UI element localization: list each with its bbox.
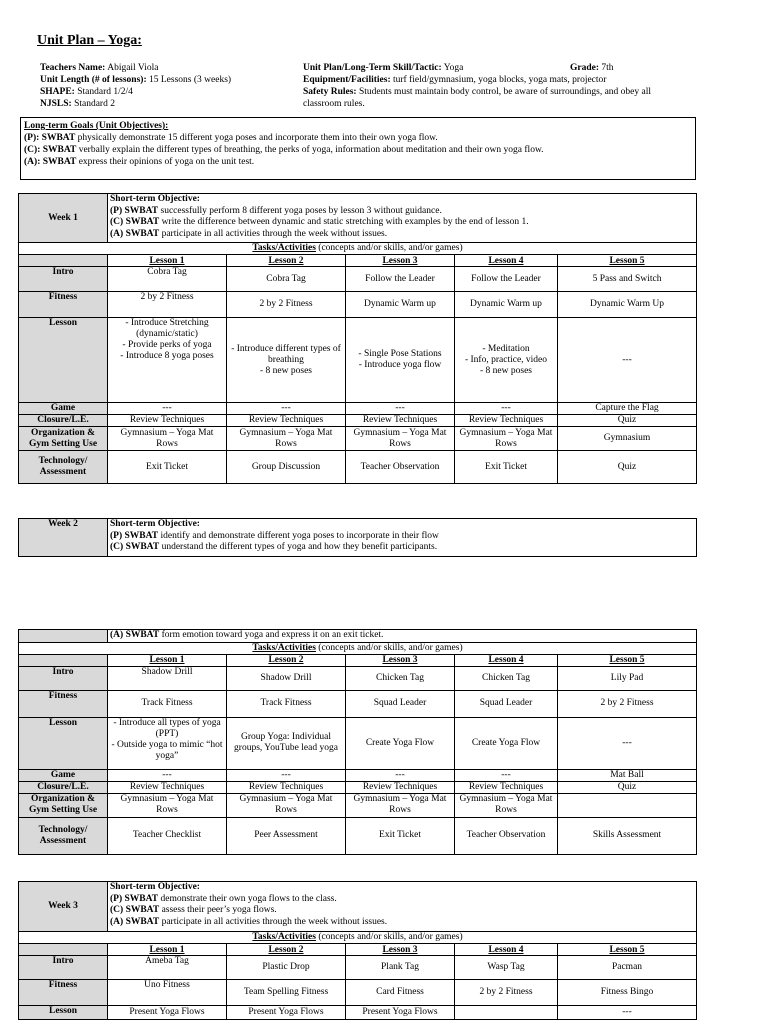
row-label-intro: Intro bbox=[19, 956, 108, 980]
grade bbox=[570, 62, 614, 74]
row-label-lesson: Lesson bbox=[19, 717, 108, 769]
teacher-label: Teachers Name: bbox=[40, 63, 106, 73]
objective-p: successfully perform 8 different yoga poses by lesson 3 without guidance. bbox=[160, 205, 442, 216]
tasks-heading bbox=[19, 642, 697, 654]
unit-length: 15 Lessons (3 weeks) bbox=[149, 75, 232, 85]
blank-header-cell bbox=[19, 944, 108, 956]
lesson-header: Lesson 2 bbox=[227, 944, 346, 956]
header-right bbox=[303, 62, 683, 110]
table-cell: Present Yoga Flows bbox=[346, 1006, 455, 1020]
lesson-header: Lesson 4 bbox=[455, 654, 558, 666]
table-cell: Lily Pad bbox=[558, 666, 697, 690]
week2-objectives bbox=[108, 519, 697, 557]
lesson-header: Lesson 3 bbox=[346, 255, 455, 267]
table-cell: 5 Pass and Switch bbox=[558, 267, 697, 292]
table-cell: Gymnasium – Yoga Mat Rows bbox=[108, 427, 227, 451]
table-cell: Review Techniques bbox=[108, 415, 227, 427]
table-cell: 2 by 2 Fitness bbox=[558, 690, 697, 717]
table-cell: - Introduce all types of yoga (PPT) - Outside yoga to mimic “hot yoga” bbox=[108, 717, 227, 769]
goal-p-label: (P): SWBAT bbox=[24, 133, 76, 143]
table-cell: Pacman bbox=[558, 956, 697, 980]
table-cell: Cobra Tag bbox=[227, 267, 346, 292]
table-cell: --- bbox=[108, 769, 227, 781]
table-cell: Exit Ticket bbox=[455, 451, 558, 484]
table-cell: --- bbox=[455, 403, 558, 415]
objective-c: write the difference between dynamic and static stretching with examples by the end of lesson 1. bbox=[161, 217, 529, 227]
table-cell: Gymnasium – Yoga Mat Rows bbox=[455, 793, 558, 817]
lesson-header: Lesson 2 bbox=[227, 255, 346, 267]
lesson-header: Lesson 1 bbox=[108, 255, 227, 267]
table-cell: Plank Tag bbox=[346, 956, 455, 980]
table-cell: 2 by 2 Fitness bbox=[227, 292, 346, 318]
table-cell bbox=[455, 1006, 558, 1020]
objective-a: form emotion toward yoga and express it on an exit ticket. bbox=[161, 630, 384, 640]
row-label-game: Game bbox=[19, 403, 108, 415]
shape-label: SHAPE: bbox=[40, 87, 75, 97]
table-cell: 2 by 2 Fitness bbox=[108, 292, 227, 318]
table-cell: Cobra Tag bbox=[108, 267, 227, 292]
page-title: Unit Plan – Yoga: bbox=[37, 33, 142, 48]
week2-label: Week 2 bbox=[19, 519, 108, 557]
row-label-fitness: Fitness bbox=[19, 690, 108, 717]
row-label-organization: Organization & Gym Setting Use bbox=[19, 427, 108, 451]
objective-p: identify and demonstrate different yoga poses to incorporate in their flow bbox=[160, 530, 439, 541]
table-cell: Dynamic Warm up bbox=[346, 292, 455, 318]
objective-a: participate in all activities through the week without issues. bbox=[161, 916, 388, 927]
objective-a-label: (A) SWBAT bbox=[110, 630, 160, 640]
table-cell: - Introduce Stretching (dynamic/static) - Provide perks of yoga - Introduce 8 yoga poses bbox=[108, 318, 227, 403]
table-cell: Plastic Drop bbox=[227, 956, 346, 980]
tasks-rest: (concepts and/or skills, and/or games) bbox=[318, 243, 463, 253]
table-cell: Present Yoga Flows bbox=[227, 1006, 346, 1020]
row-label-lesson: Lesson bbox=[19, 318, 108, 403]
table-cell: Chicken Tag bbox=[346, 666, 455, 690]
lesson-header: Lesson 3 bbox=[346, 944, 455, 956]
objective-heading: Short-term Objective: bbox=[110, 194, 200, 204]
table-cell: Present Yoga Flows bbox=[108, 1006, 227, 1020]
table-cell: Group Yoga: Individual groups, YouTube lead yoga bbox=[227, 717, 346, 769]
long-term-goals bbox=[20, 117, 696, 180]
lesson-header: Lesson 3 bbox=[346, 654, 455, 666]
row-label-fitness: Fitness bbox=[19, 292, 108, 318]
week2-table bbox=[18, 629, 697, 855]
tasks-rest: (concepts and/or skills, and/or games) bbox=[318, 642, 463, 653]
table-cell: Exit Ticket bbox=[108, 451, 227, 484]
week2-objective-a bbox=[108, 630, 697, 643]
table-cell: Uno Fitness bbox=[108, 980, 227, 1006]
table-cell: Fitness Bingo bbox=[558, 980, 697, 1006]
table-cell: 2 by 2 Fitness bbox=[455, 980, 558, 1006]
table-cell: Review Techniques bbox=[346, 415, 455, 427]
tasks-heading bbox=[19, 932, 697, 944]
shape-standard: Standard 1/2/4 bbox=[77, 87, 133, 97]
table-cell: Gymnasium – Yoga Mat Rows bbox=[346, 427, 455, 451]
objective-p-label: (P) SWBAT bbox=[110, 893, 159, 904]
table-cell: --- bbox=[558, 1006, 697, 1020]
table-cell: Skills Assessment bbox=[558, 817, 697, 854]
table-cell: Review Techniques bbox=[455, 781, 558, 793]
table-cell: Create Yoga Flow bbox=[346, 717, 455, 769]
tasks-label: Tasks/Activities bbox=[252, 932, 316, 942]
table-cell: Wasp Tag bbox=[455, 956, 558, 980]
blank-header-cell bbox=[19, 255, 108, 267]
table-cell: Review Techniques bbox=[227, 415, 346, 427]
blank-header-cell bbox=[19, 654, 108, 666]
tasks-heading bbox=[19, 243, 697, 255]
objective-p-label: (P) SWBAT bbox=[110, 530, 159, 541]
objective-heading: Short-term Objective: bbox=[110, 882, 200, 892]
table-cell: --- bbox=[227, 403, 346, 415]
week3-table bbox=[18, 881, 697, 1020]
safety-label: Safety Rules: bbox=[303, 87, 357, 97]
equipment-value: turf field/gymnasium, yoga blocks, yoga mats, projector bbox=[393, 75, 607, 85]
row-label-technology: Technology/ Assessment bbox=[19, 817, 108, 854]
table-cell: --- bbox=[346, 403, 455, 415]
lesson-header: Lesson 4 bbox=[455, 255, 558, 267]
row-label-lesson: Lesson bbox=[19, 1006, 108, 1020]
table-cell: --- bbox=[346, 769, 455, 781]
objective-a: participate in all activities through the week without issues. bbox=[161, 228, 388, 239]
objective-c: understand the different types of yoga and how they benefit participants. bbox=[161, 542, 438, 552]
table-cell: Exit Ticket bbox=[346, 817, 455, 854]
goal-c-label: (C): SWBAT bbox=[24, 145, 77, 155]
table-cell: Follow the Leader bbox=[346, 267, 455, 292]
table-cell: - Meditation - Info, practice, video - 8 new poses bbox=[455, 318, 558, 403]
safety-value: Students must maintain body control, be aware of surroundings, and obey all classroom rules. bbox=[303, 87, 652, 109]
table-cell: - Single Pose Stations - Introduce yoga flow bbox=[346, 318, 455, 403]
week2-continued-label bbox=[19, 630, 108, 643]
lesson-header: Lesson 1 bbox=[108, 944, 227, 956]
table-cell: --- bbox=[227, 769, 346, 781]
skill-label: Unit Plan/Long-Term Skill/Tactic: bbox=[303, 63, 442, 73]
table-cell: --- bbox=[455, 769, 558, 781]
table-cell: Teacher Observation bbox=[455, 817, 558, 854]
table-cell: Review Techniques bbox=[455, 415, 558, 427]
table-cell: Group Discussion bbox=[227, 451, 346, 484]
table-cell: Teacher Checklist bbox=[108, 817, 227, 854]
njsls-label: NJSLS: bbox=[40, 99, 72, 109]
row-label-organization: Organization & Gym Setting Use bbox=[19, 793, 108, 817]
objective-c-label: (C) SWBAT bbox=[110, 217, 160, 227]
objective-c-label: (C) SWBAT bbox=[110, 905, 160, 915]
table-cell: Gymnasium – Yoga Mat Rows bbox=[346, 793, 455, 817]
goal-a: express their opinions of yoga on the unit test. bbox=[78, 157, 255, 167]
row-label-closure: Closure/L.E. bbox=[19, 781, 108, 793]
table-cell: Gymnasium bbox=[558, 427, 697, 451]
tasks-rest: (concepts and/or skills, and/or games) bbox=[318, 932, 463, 942]
skill-value: Yoga bbox=[443, 63, 464, 73]
row-label-technology: Technology/ Assessment bbox=[19, 451, 108, 484]
grade-value: 7th bbox=[601, 63, 614, 73]
table-cell: Team Spelling Fitness bbox=[227, 980, 346, 1006]
objective-heading: Short-term Objective: bbox=[110, 519, 200, 529]
table-cell: Shadow Drill bbox=[227, 666, 346, 690]
week2-header-table bbox=[18, 518, 697, 557]
grade-label: Grade: bbox=[570, 63, 600, 73]
goal-p: physically demonstrate 15 different yoga poses and incorporate them into their own yoga flow. bbox=[77, 133, 438, 143]
goals-title: Long-term Goals (Unit Objectives): bbox=[24, 121, 169, 131]
table-cell: - Introduce different types of breathing - 8 new poses bbox=[227, 318, 346, 403]
table-cell: --- bbox=[108, 403, 227, 415]
table-cell: Ameba Tag bbox=[108, 956, 227, 980]
objective-a-label: (A) SWBAT bbox=[110, 228, 160, 239]
row-label-fitness: Fitness bbox=[19, 980, 108, 1006]
goal-a-label: (A): SWBAT bbox=[24, 157, 77, 167]
table-cell: Squad Leader bbox=[346, 690, 455, 717]
table-cell: Review Techniques bbox=[346, 781, 455, 793]
table-cell: Gymnasium – Yoga Mat Rows bbox=[227, 427, 346, 451]
table-cell bbox=[558, 793, 697, 817]
unit-length-label: Unit Length (# of lessons): bbox=[40, 75, 147, 85]
table-cell: Capture the Flag bbox=[558, 403, 697, 415]
table-cell: Peer Assessment bbox=[227, 817, 346, 854]
row-label-closure: Closure/L.E. bbox=[19, 415, 108, 427]
week1-label: Week 1 bbox=[19, 194, 108, 243]
goal-c: verbally explain the different types of breathing, the perks of yoga, information about meditation and their own yoga flow. bbox=[78, 145, 544, 155]
week1-objectives bbox=[108, 194, 697, 243]
table-cell: --- bbox=[558, 318, 697, 403]
week3-objectives bbox=[108, 882, 697, 932]
objective-p-label: (P) SWBAT bbox=[110, 205, 159, 216]
table-cell: Shadow Drill bbox=[108, 666, 227, 690]
lesson-header: Lesson 5 bbox=[558, 944, 697, 956]
table-cell: Squad Leader bbox=[455, 690, 558, 717]
njsls-standard: Standard 2 bbox=[74, 99, 115, 109]
table-cell: Track Fitness bbox=[227, 690, 346, 717]
table-cell: Chicken Tag bbox=[455, 666, 558, 690]
table-cell: Review Techniques bbox=[108, 781, 227, 793]
tasks-label: Tasks/Activities bbox=[252, 642, 316, 653]
table-cell: Gymnasium – Yoga Mat Rows bbox=[108, 793, 227, 817]
objective-c: assess their peer’s yoga flows. bbox=[161, 905, 277, 915]
lesson-header: Lesson 4 bbox=[455, 944, 558, 956]
table-cell: Follow the Leader bbox=[455, 267, 558, 292]
objective-c-label: (C) SWBAT bbox=[110, 542, 160, 552]
lesson-header: Lesson 2 bbox=[227, 654, 346, 666]
lesson-header: Lesson 5 bbox=[558, 654, 697, 666]
table-cell: --- bbox=[558, 717, 697, 769]
row-label-intro: Intro bbox=[19, 267, 108, 292]
objective-a-label: (A) SWBAT bbox=[110, 916, 160, 927]
row-label-intro: Intro bbox=[19, 666, 108, 690]
week1-table bbox=[18, 193, 697, 484]
table-cell: Card Fitness bbox=[346, 980, 455, 1006]
table-cell: Create Yoga Flow bbox=[455, 717, 558, 769]
header-left bbox=[40, 62, 300, 110]
teacher-name: Abigail Viola bbox=[107, 63, 159, 73]
table-cell: Gymnasium – Yoga Mat Rows bbox=[455, 427, 558, 451]
table-cell: Review Techniques bbox=[227, 781, 346, 793]
tasks-label: Tasks/Activities bbox=[252, 243, 316, 253]
table-cell: Track Fitness bbox=[108, 690, 227, 717]
row-label-game: Game bbox=[19, 769, 108, 781]
table-cell: Mat Ball bbox=[558, 769, 697, 781]
week3-label: Week 3 bbox=[19, 882, 108, 932]
table-cell: Quiz bbox=[558, 415, 697, 427]
objective-p: demonstrate their own yoga flows to the class. bbox=[160, 893, 337, 904]
table-cell: Gymnasium – Yoga Mat Rows bbox=[227, 793, 346, 817]
table-cell: Dynamic Warm up bbox=[455, 292, 558, 318]
table-cell: Quiz bbox=[558, 451, 697, 484]
lesson-header: Lesson 1 bbox=[108, 654, 227, 666]
equipment-label: Equipment/Facilities: bbox=[303, 75, 391, 85]
table-cell: Teacher Observation bbox=[346, 451, 455, 484]
table-cell: Quiz bbox=[558, 781, 697, 793]
table-cell: Dynamic Warm Up bbox=[558, 292, 697, 318]
lesson-header: Lesson 5 bbox=[558, 255, 697, 267]
